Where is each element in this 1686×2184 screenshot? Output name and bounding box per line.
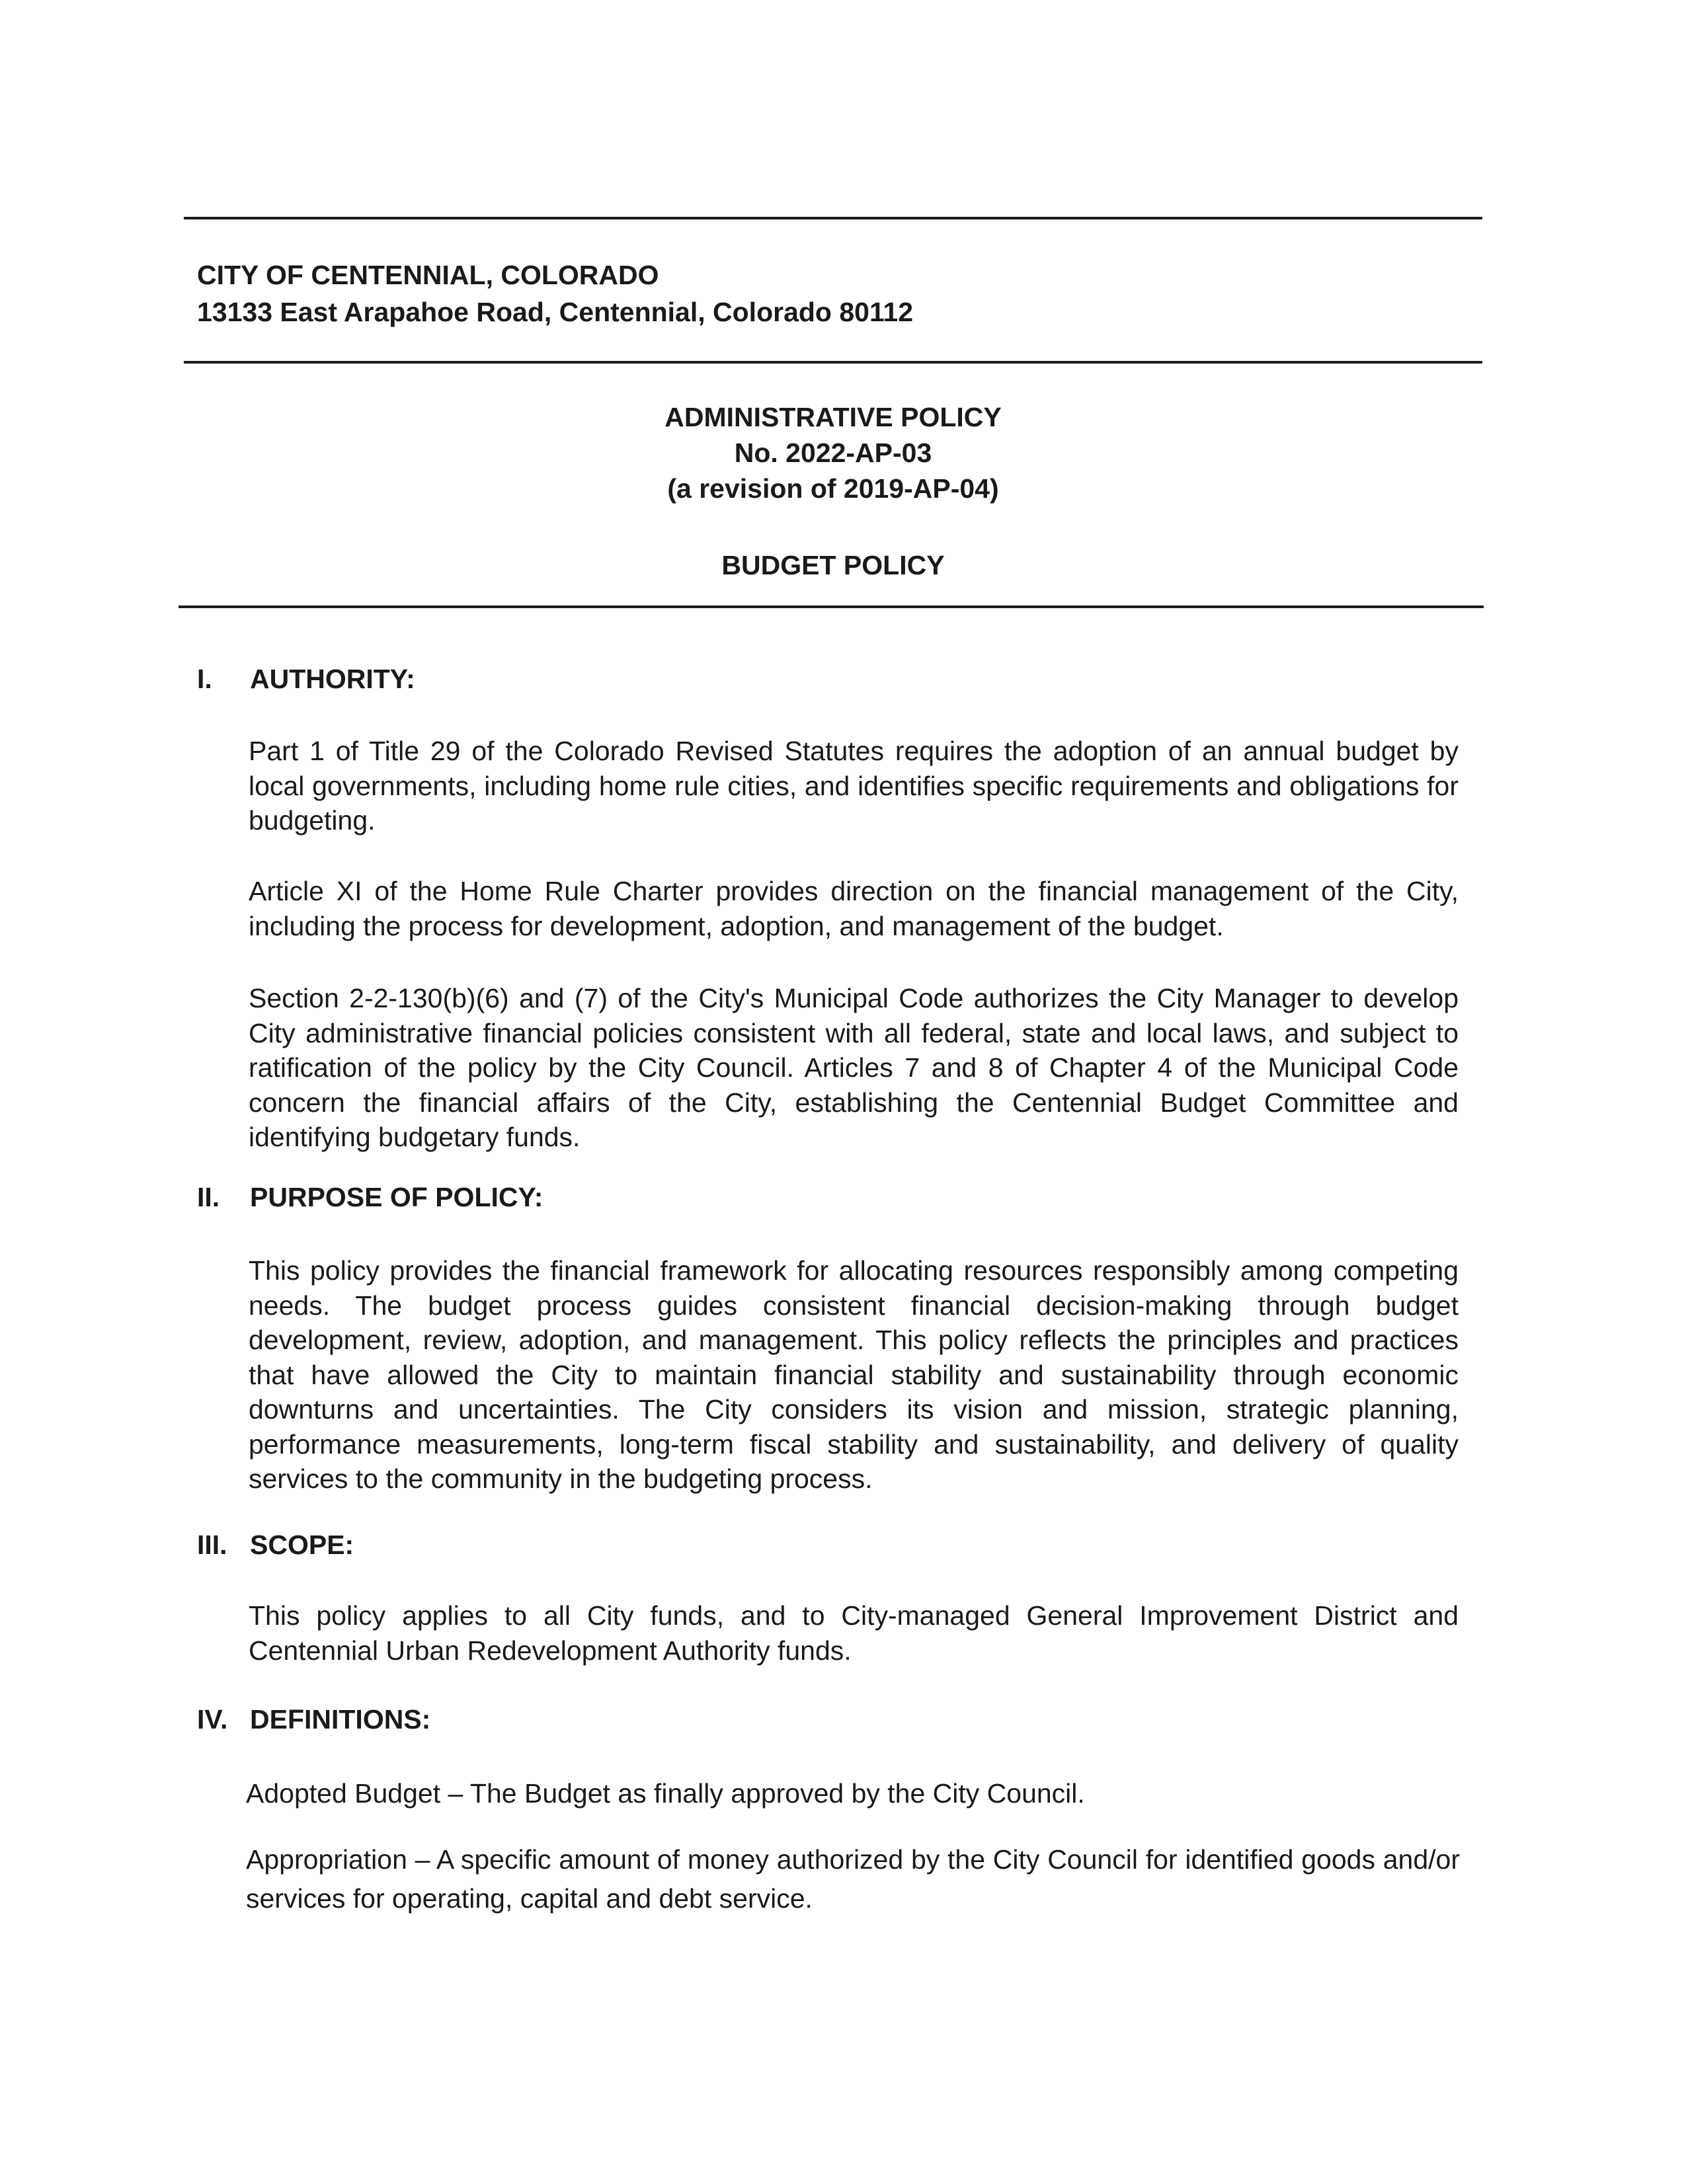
authority-paragraph-1: Part 1 of Title 29 of the Colorado Revised Statutes requires the adoption of an annual budget by local governments, including home rule cities, and identifies specific requirements and obligations for budgeting. — [249, 736, 1459, 836]
section-definitions-heading — [197, 1701, 430, 1737]
purpose-paragraph-1: This policy provides the financial framework for allocating resources responsibly among competing needs. The budget process guides consistent financial decision-making through budget development, review, adoption, and management. This policy reflects the principles and practices that have allowed the City to maintain financial stability and sustainability through economic downturns and uncertainties. The City considers its vision and mission, strategic planning, performance measurements, long-term fiscal stability and sustainability, and delivery of quality services to the community in the budgeting process. — [249, 1255, 1459, 1494]
top-rule — [184, 217, 1482, 219]
city-header — [197, 256, 913, 331]
policy-type: ADMINISTRATIVE POLICY — [664, 402, 1002, 432]
policy-number: No. 2022-AP-03 — [734, 438, 932, 468]
scope-paragraph-1: This policy applies to all City funds, and to City-managed General Improvement District and Centennial Urban Redevelopment Authority funds. — [249, 1600, 1459, 1666]
section-number: IV. — [197, 1704, 228, 1735]
city-address: 13133 East Arapahoe Road, Centennial, Colorado 80112 — [197, 297, 914, 327]
policy-title: BUDGET POLICY — [721, 550, 945, 580]
section-title: PURPOSE OF POLICY: — [250, 1182, 543, 1212]
policy-revision: (a revision of 2019-AP-04) — [667, 473, 999, 504]
authority-paragraph-2: Article XI of the Home Rule Charter provides direction on the financial management of the City, including the process for development, adoption, and management of the budget. — [249, 876, 1459, 941]
section-scope-heading — [197, 1527, 354, 1563]
section-number: II. — [197, 1182, 220, 1212]
title-bottom-rule — [179, 605, 1484, 608]
definition-appropriation: Appropriation – A specific amount of money authorized by the City Council for identified goods and/or services for operating, capital and debt service. — [246, 1844, 1460, 1914]
section-authority-heading — [197, 661, 415, 697]
authority-paragraph-3: Section 2-2-130(b)(6) and (7) of the City's Municipal Code authorizes the City Manager to develop City administrative financial policies consistent with all federal, state and local laws, and subject to ratification of the policy by the City Council. Articles 7 and 8 of Chapter 4 of the Municipal Code concern the financial affairs of the City, establishing the Centennial Budget Committee and identifying budgetary funds. — [249, 983, 1459, 1152]
section-title: SCOPE: — [250, 1530, 354, 1560]
header-bottom-rule — [184, 361, 1482, 364]
definition-adopted-budget: Adopted Budget – The Budget as finally approved by the City Council. — [246, 1778, 1085, 1809]
city-name: CITY OF CENTENNIAL, COLORADO — [197, 260, 659, 290]
section-title: AUTHORITY: — [250, 664, 415, 694]
section-purpose-heading — [197, 1179, 543, 1215]
section-number: I. — [197, 664, 212, 694]
section-title: DEFINITIONS: — [250, 1704, 431, 1735]
policy-identification — [184, 399, 1482, 506]
section-number: III. — [197, 1530, 227, 1560]
